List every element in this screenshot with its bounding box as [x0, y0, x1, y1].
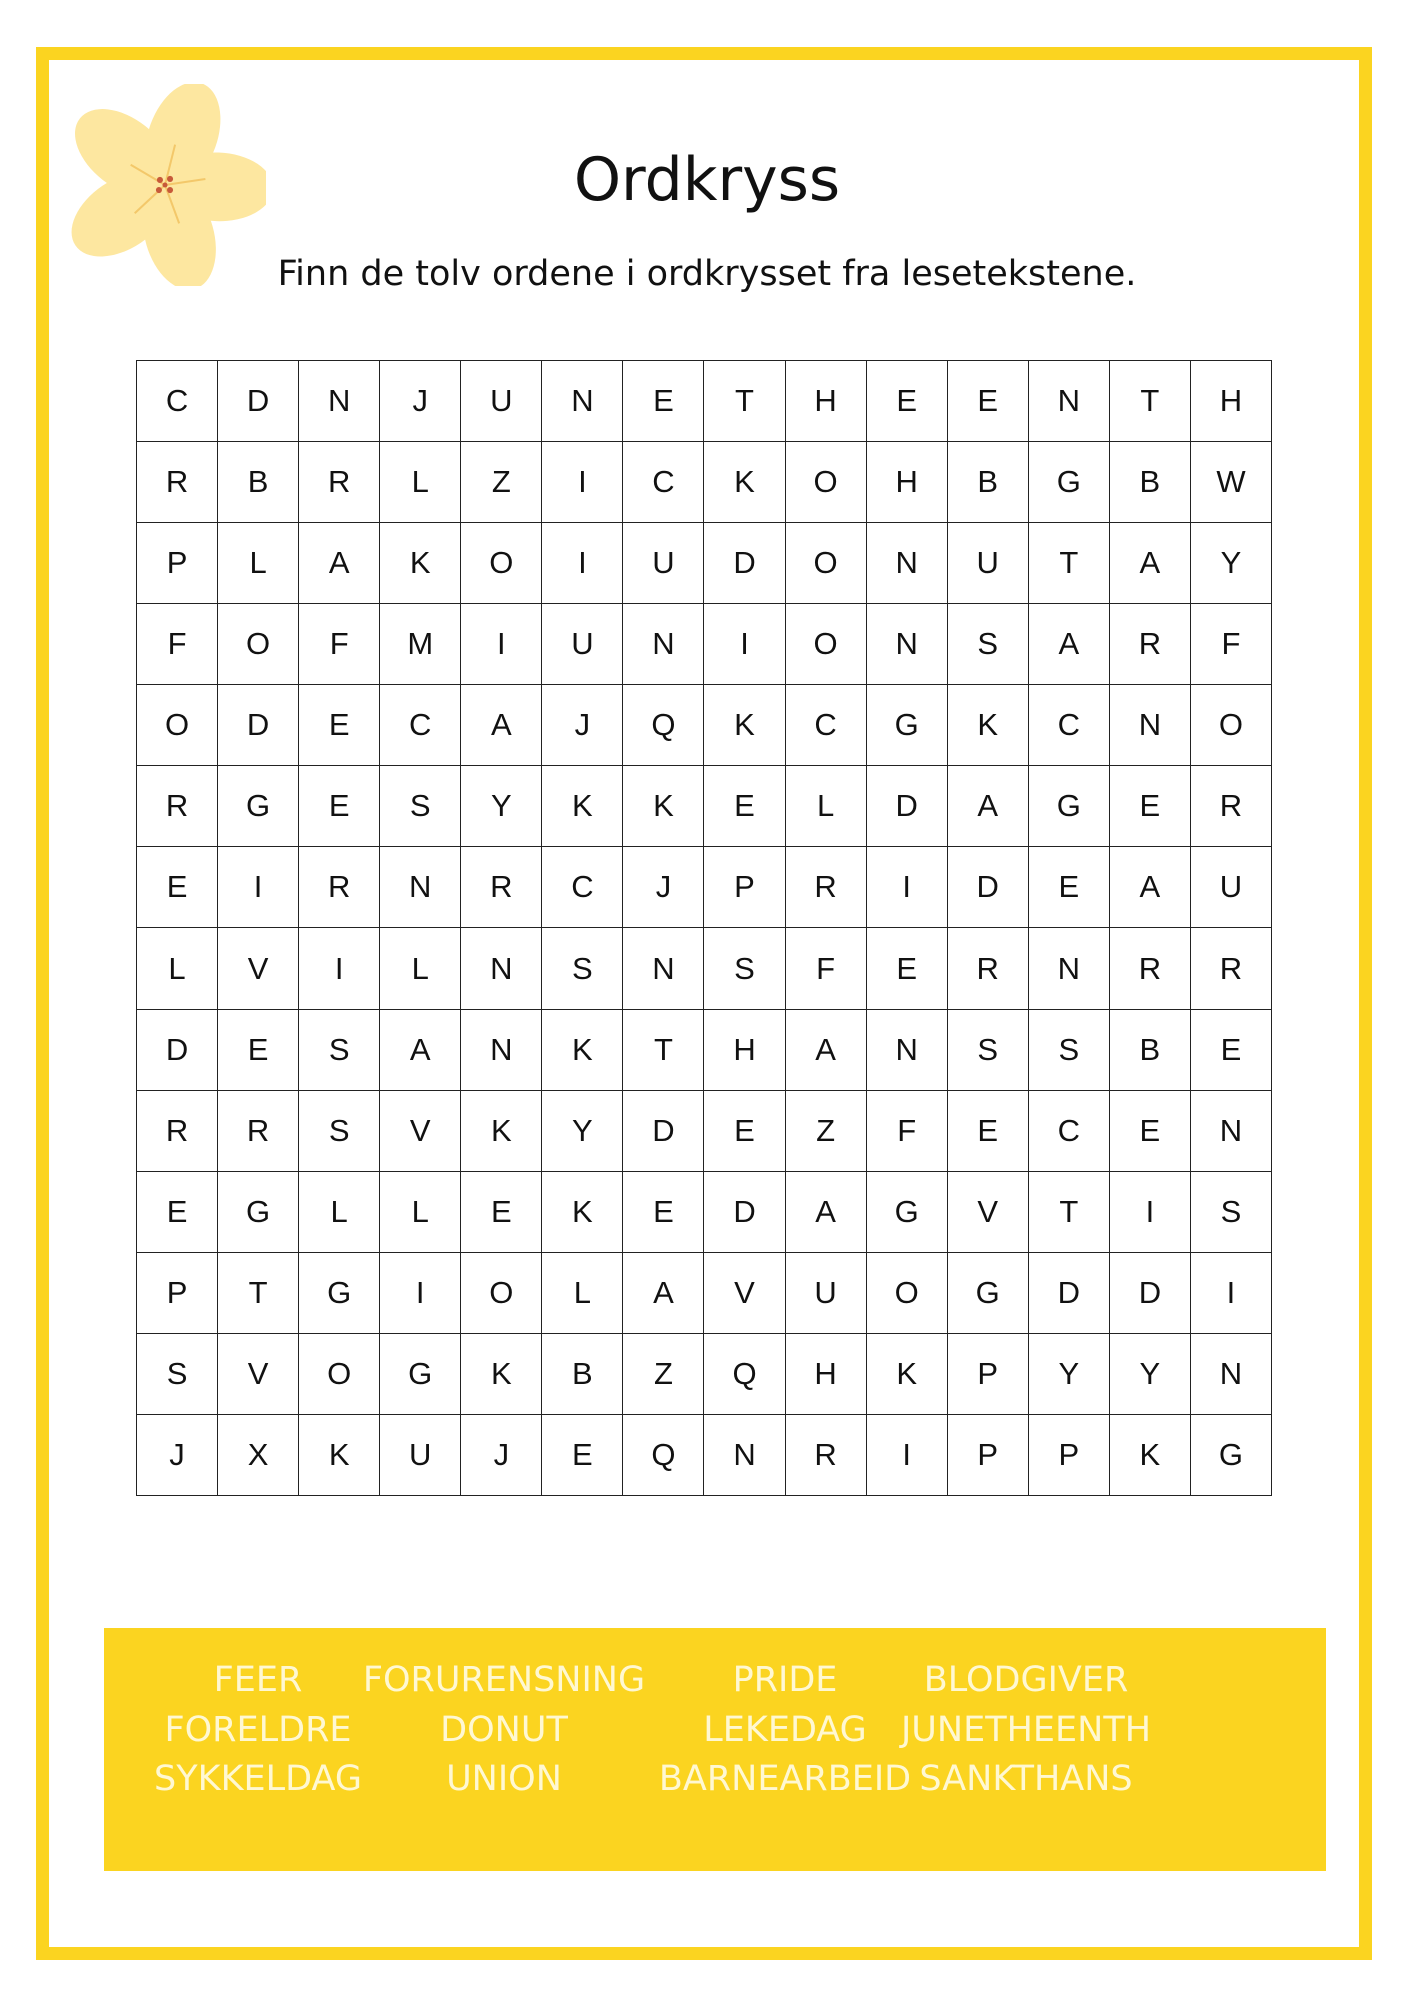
- grid-cell[interactable]: S: [948, 604, 1029, 685]
- grid-cell[interactable]: E: [1110, 1091, 1191, 1172]
- grid-cell[interactable]: E: [1029, 847, 1110, 928]
- grid-cell[interactable]: J: [137, 1415, 218, 1496]
- grid-cell[interactable]: P: [137, 1253, 218, 1334]
- grid-cell[interactable]: V: [380, 1091, 461, 1172]
- grid-cell[interactable]: G: [1191, 1415, 1272, 1496]
- grid-cell[interactable]: K: [867, 1334, 948, 1415]
- grid-cell[interactable]: J: [380, 361, 461, 442]
- grid-cell[interactable]: G: [218, 1172, 299, 1253]
- grid-cell[interactable]: R: [1110, 604, 1191, 685]
- grid-cell[interactable]: A: [623, 1253, 704, 1334]
- grid-cell[interactable]: S: [380, 766, 461, 847]
- grid-cell[interactable]: I: [1191, 1253, 1272, 1334]
- grid-cell[interactable]: K: [542, 766, 623, 847]
- grid-cell[interactable]: J: [623, 847, 704, 928]
- grid-cell[interactable]: E: [704, 1091, 785, 1172]
- grid-cell[interactable]: O: [786, 442, 867, 523]
- grid-cell[interactable]: K: [542, 1010, 623, 1091]
- grid-cell[interactable]: C: [1029, 1091, 1110, 1172]
- grid-cell[interactable]: T: [1029, 523, 1110, 604]
- word-list-item: PRIDE: [732, 1660, 838, 1700]
- grid-cell[interactable]: I: [867, 847, 948, 928]
- grid-cell[interactable]: O: [218, 604, 299, 685]
- grid-cell[interactable]: Y: [542, 1091, 623, 1172]
- grid-cell[interactable]: S: [1029, 1010, 1110, 1091]
- word-list-item: LEKEDAG: [703, 1710, 867, 1750]
- word-list-item: BARNEARBEID: [658, 1759, 912, 1799]
- grid-cell[interactable]: G: [1029, 766, 1110, 847]
- grid-cell[interactable]: B: [1110, 442, 1191, 523]
- grid-cell[interactable]: H: [786, 1334, 867, 1415]
- grid-cell[interactable]: T: [704, 361, 785, 442]
- grid-cell[interactable]: C: [1029, 685, 1110, 766]
- grid-cell[interactable]: L: [380, 442, 461, 523]
- grid-cell[interactable]: R: [137, 766, 218, 847]
- grid-cell[interactable]: B: [218, 442, 299, 523]
- grid-cell[interactable]: S: [299, 1010, 380, 1091]
- grid-cell[interactable]: P: [948, 1334, 1029, 1415]
- grid-cell[interactable]: V: [948, 1172, 1029, 1253]
- grid-cell[interactable]: R: [299, 442, 380, 523]
- grid-cell[interactable]: N: [1029, 361, 1110, 442]
- word-list-item: FORURENSNING: [362, 1660, 646, 1700]
- grid-cell[interactable]: I: [704, 604, 785, 685]
- grid-cell[interactable]: A: [1110, 847, 1191, 928]
- grid-cell[interactable]: I: [461, 604, 542, 685]
- grid-cell[interactable]: L: [218, 523, 299, 604]
- grid-cell[interactable]: O: [786, 604, 867, 685]
- grid-cell[interactable]: E: [1191, 1010, 1272, 1091]
- grid-cell[interactable]: I: [542, 442, 623, 523]
- word-list-item: UNION: [446, 1759, 562, 1799]
- grid-cell[interactable]: R: [786, 847, 867, 928]
- grid-cell[interactable]: D: [1029, 1253, 1110, 1334]
- grid-cell[interactable]: E: [542, 1415, 623, 1496]
- grid-cell[interactable]: A: [786, 1172, 867, 1253]
- grid-cell[interactable]: I: [380, 1253, 461, 1334]
- word-list-item: SANKTHANS: [919, 1759, 1133, 1799]
- grid-cell[interactable]: U: [461, 361, 542, 442]
- grid-cell[interactable]: T: [1110, 361, 1191, 442]
- grid-cell[interactable]: D: [704, 1172, 785, 1253]
- grid-cell[interactable]: N: [867, 1010, 948, 1091]
- grid-cell[interactable]: C: [542, 847, 623, 928]
- grid-cell[interactable]: F: [1191, 604, 1272, 685]
- grid-cell[interactable]: O: [461, 1253, 542, 1334]
- grid-cell[interactable]: P: [137, 523, 218, 604]
- grid-cell[interactable]: U: [948, 523, 1029, 604]
- word-search-grid: [136, 360, 1272, 1496]
- grid-cell[interactable]: S: [1191, 1172, 1272, 1253]
- grid-cell[interactable]: R: [1191, 766, 1272, 847]
- grid-cell[interactable]: D: [218, 685, 299, 766]
- grid-cell[interactable]: Y: [1029, 1334, 1110, 1415]
- grid-cell[interactable]: N: [867, 604, 948, 685]
- grid-cell[interactable]: F: [867, 1091, 948, 1172]
- grid-cell[interactable]: E: [948, 1091, 1029, 1172]
- grid-cell[interactable]: Q: [623, 1415, 704, 1496]
- grid-cell[interactable]: G: [380, 1334, 461, 1415]
- grid-cell[interactable]: E: [218, 1010, 299, 1091]
- grid-cell[interactable]: I: [1110, 1172, 1191, 1253]
- grid-cell[interactable]: K: [461, 1334, 542, 1415]
- grid-cell[interactable]: H: [786, 361, 867, 442]
- grid-cell[interactable]: S: [137, 1334, 218, 1415]
- word-list-item: DONUT: [440, 1710, 568, 1750]
- page-title: Ordkryss: [573, 145, 841, 215]
- grid-cell[interactable]: N: [461, 928, 542, 1009]
- grid-cell[interactable]: A: [948, 766, 1029, 847]
- grid-cell[interactable]: L: [786, 766, 867, 847]
- grid-cell[interactable]: Q: [704, 1334, 785, 1415]
- grid-cell[interactable]: N: [299, 361, 380, 442]
- grid-cell[interactable]: S: [542, 928, 623, 1009]
- word-list-item: SYKKELDAG: [154, 1759, 362, 1799]
- grid-cell[interactable]: K: [1110, 1415, 1191, 1496]
- grid-cell[interactable]: G: [299, 1253, 380, 1334]
- grid-cell[interactable]: N: [623, 604, 704, 685]
- grid-cell[interactable]: L: [137, 928, 218, 1009]
- grid-cell[interactable]: U: [623, 523, 704, 604]
- grid-cell[interactable]: E: [299, 766, 380, 847]
- grid-cell[interactable]: O: [786, 523, 867, 604]
- grid-cell[interactable]: E: [704, 766, 785, 847]
- grid-cell[interactable]: U: [380, 1415, 461, 1496]
- grid-cell[interactable]: K: [948, 685, 1029, 766]
- grid-cell[interactable]: A: [1029, 604, 1110, 685]
- grid-cell[interactable]: I: [542, 523, 623, 604]
- grid-cell[interactable]: D: [623, 1091, 704, 1172]
- grid-cell[interactable]: E: [137, 1172, 218, 1253]
- grid-cell[interactable]: D: [137, 1010, 218, 1091]
- grid-cell[interactable]: Z: [786, 1091, 867, 1172]
- grid-cell[interactable]: Z: [461, 442, 542, 523]
- grid-cell[interactable]: A: [380, 1010, 461, 1091]
- grid-cell[interactable]: I: [218, 847, 299, 928]
- grid-cell[interactable]: N: [1110, 685, 1191, 766]
- grid-cell[interactable]: Z: [623, 1334, 704, 1415]
- grid-cell[interactable]: W: [1191, 442, 1272, 523]
- grid-cell[interactable]: U: [542, 604, 623, 685]
- grid-cell[interactable]: E: [623, 361, 704, 442]
- grid-cell[interactable]: N: [1191, 1091, 1272, 1172]
- grid-cell[interactable]: K: [461, 1091, 542, 1172]
- grid-cell[interactable]: C: [786, 685, 867, 766]
- grid-cell[interactable]: E: [461, 1172, 542, 1253]
- grid-cell[interactable]: A: [1110, 523, 1191, 604]
- grid-cell[interactable]: D: [218, 361, 299, 442]
- grid-cell[interactable]: D: [867, 766, 948, 847]
- grid-cell[interactable]: I: [867, 1415, 948, 1496]
- word-list-item: BLODGIVER: [923, 1660, 1129, 1700]
- grid-cell[interactable]: R: [1110, 928, 1191, 1009]
- grid-cell[interactable]: O: [461, 523, 542, 604]
- grid-cell[interactable]: M: [380, 604, 461, 685]
- grid-cell[interactable]: E: [948, 361, 1029, 442]
- grid-cell[interactable]: N: [1191, 1334, 1272, 1415]
- grid-cell[interactable]: R: [299, 847, 380, 928]
- grid-cell[interactable]: N: [623, 928, 704, 1009]
- grid-cell[interactable]: R: [948, 928, 1029, 1009]
- grid-cell[interactable]: G: [867, 685, 948, 766]
- grid-cell[interactable]: T: [1029, 1172, 1110, 1253]
- grid-cell[interactable]: L: [380, 928, 461, 1009]
- grid-cell[interactable]: E: [867, 928, 948, 1009]
- grid-cell[interactable]: B: [542, 1334, 623, 1415]
- grid-cell[interactable]: R: [137, 442, 218, 523]
- grid-cell[interactable]: A: [786, 1010, 867, 1091]
- grid-cell[interactable]: Y: [1191, 523, 1272, 604]
- grid-cell[interactable]: K: [542, 1172, 623, 1253]
- grid-cell[interactable]: O: [867, 1253, 948, 1334]
- grid-cell[interactable]: C: [623, 442, 704, 523]
- instructions: Finn de tolv ordene i ordkrysset fra lesetekstene.: [277, 254, 1137, 294]
- grid-cell[interactable]: N: [867, 523, 948, 604]
- grid-cell[interactable]: T: [218, 1253, 299, 1334]
- grid-cell[interactable]: N: [1029, 928, 1110, 1009]
- grid-cell[interactable]: D: [704, 523, 785, 604]
- grid-cell[interactable]: N: [380, 847, 461, 928]
- grid-cell[interactable]: V: [704, 1253, 785, 1334]
- grid-cell[interactable]: V: [218, 928, 299, 1009]
- grid-cell[interactable]: S: [704, 928, 785, 1009]
- grid-cell[interactable]: S: [299, 1091, 380, 1172]
- grid-cell[interactable]: F: [786, 928, 867, 1009]
- grid-cell[interactable]: N: [704, 1415, 785, 1496]
- grid-cell[interactable]: E: [137, 847, 218, 928]
- grid-cell[interactable]: G: [948, 1253, 1029, 1334]
- grid-cell[interactable]: R: [137, 1091, 218, 1172]
- grid-cell[interactable]: R: [786, 1415, 867, 1496]
- grid-cell[interactable]: S: [948, 1010, 1029, 1091]
- grid-cell[interactable]: P: [1029, 1415, 1110, 1496]
- grid-cell[interactable]: R: [461, 847, 542, 928]
- grid-cell[interactable]: Y: [1110, 1334, 1191, 1415]
- grid-cell[interactable]: H: [704, 1010, 785, 1091]
- word-list-item: FORELDRE: [164, 1710, 352, 1750]
- grid-cell[interactable]: J: [461, 1415, 542, 1496]
- grid-cell[interactable]: D: [948, 847, 1029, 928]
- grid-cell[interactable]: G: [218, 766, 299, 847]
- grid-cell[interactable]: P: [704, 847, 785, 928]
- grid-cell[interactable]: I: [299, 928, 380, 1009]
- grid-cell[interactable]: U: [1191, 847, 1272, 928]
- grid-cell[interactable]: Q: [623, 685, 704, 766]
- grid-cell[interactable]: K: [704, 685, 785, 766]
- grid-cell[interactable]: K: [380, 523, 461, 604]
- grid-cell[interactable]: E: [867, 361, 948, 442]
- grid-cell[interactable]: B: [948, 442, 1029, 523]
- grid-cell[interactable]: O: [299, 1334, 380, 1415]
- grid-cell[interactable]: O: [137, 685, 218, 766]
- grid-cell[interactable]: G: [867, 1172, 948, 1253]
- grid-cell[interactable]: N: [542, 361, 623, 442]
- grid-cell[interactable]: E: [299, 685, 380, 766]
- grid-cell[interactable]: L: [380, 1172, 461, 1253]
- grid-cell[interactable]: A: [299, 523, 380, 604]
- grid-cell[interactable]: K: [299, 1415, 380, 1496]
- grid-cell[interactable]: L: [542, 1253, 623, 1334]
- grid-cell[interactable]: B: [1110, 1010, 1191, 1091]
- grid-cell[interactable]: X: [218, 1415, 299, 1496]
- grid-cell[interactable]: C: [137, 361, 218, 442]
- grid-cell[interactable]: E: [623, 1172, 704, 1253]
- grid-cell[interactable]: H: [867, 442, 948, 523]
- grid-cell[interactable]: F: [137, 604, 218, 685]
- grid-cell[interactable]: A: [461, 685, 542, 766]
- grid-cell[interactable]: R: [1191, 928, 1272, 1009]
- grid-cell[interactable]: O: [1191, 685, 1272, 766]
- grid-cell[interactable]: H: [1191, 361, 1272, 442]
- grid-cell[interactable]: P: [948, 1415, 1029, 1496]
- grid-cell[interactable]: J: [542, 685, 623, 766]
- grid-cell[interactable]: R: [218, 1091, 299, 1172]
- word-list-box: [104, 1628, 1326, 1871]
- grid-cell[interactable]: T: [623, 1010, 704, 1091]
- grid-cell[interactable]: U: [786, 1253, 867, 1334]
- word-list-item: JUNETHEENTH: [900, 1710, 1152, 1750]
- grid-cell[interactable]: G: [1029, 442, 1110, 523]
- grid-cell[interactable]: V: [218, 1334, 299, 1415]
- grid-cell[interactable]: K: [623, 766, 704, 847]
- grid-cell[interactable]: Y: [461, 766, 542, 847]
- grid-cell[interactable]: N: [461, 1010, 542, 1091]
- word-list-item: FEER: [213, 1660, 303, 1700]
- grid-cell[interactable]: F: [299, 604, 380, 685]
- grid-cell[interactable]: E: [1110, 766, 1191, 847]
- grid-cell[interactable]: L: [299, 1172, 380, 1253]
- grid-cell[interactable]: K: [704, 442, 785, 523]
- grid-cell[interactable]: D: [1110, 1253, 1191, 1334]
- grid-cell[interactable]: C: [380, 685, 461, 766]
